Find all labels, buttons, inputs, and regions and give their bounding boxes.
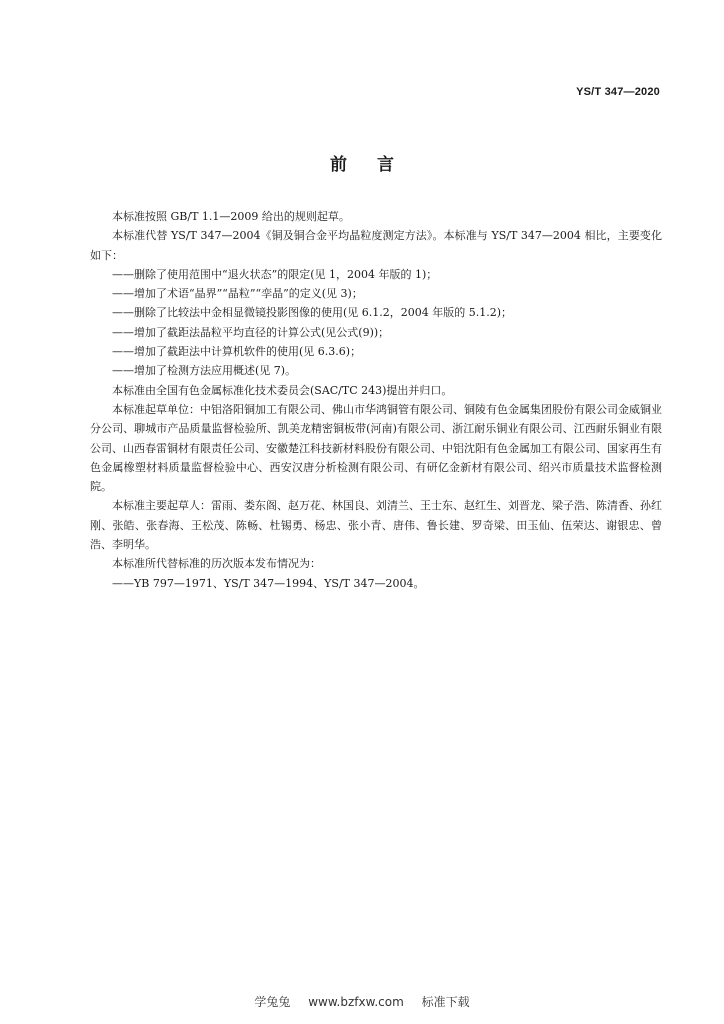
paragraph-drafting-units: 本标准起草单位：中铝洛阳铜加工有限公司、佛山市华鸿铜管有限公司、铜陵有色金属集团股份有限公司金威铜业分公司、聊城市产品质量监督检验所、凯美龙精密铜板带(河南)有限公司、浙江耐乐铜业有限公司、江西耐乐铜业有限公司、山西春雷铜材有限责任公司、安徽楚江科技新材料股份有限公司、中铝沈阳有色金属加工有限公司、国家再生有色金属橡塑材料质量监督检验中心、西安汉唐分析检测有限公司、有研亿金新材有限公司、绍兴市质量技术监督检测院。 <box>90 402 662 494</box>
page-title: 前言 <box>330 155 424 175</box>
change-item: ——增加了截距法晶粒平均直径的计算公式(见公式(9))； <box>112 325 390 339</box>
standard-code: YS/T 347—2020 <box>576 86 660 98</box>
change-item: ——增加了截距法中计算机软件的使用(见 6.3.6)； <box>112 345 362 359</box>
change-item: ——删除了使用范围中“退火状态”的限定(见 1，2004 年版的 1)； <box>112 267 438 281</box>
paragraph-drafters: 本标准主要起草人：雷雨、娄东阁、赵万花、林国良、刘清兰、王士东、赵红生、刘晋龙、梁子浩、陈清香、孙红刚、张皓、张春海、王松茂、陈畅、杜锡勇、杨忠、张小青、唐伟、鲁长建、罗奇梁、田玉仙、伍荣达、谢银忠、曾浩、李明华。 <box>90 499 662 552</box>
footer-url[interactable]: www.bzfxw.com <box>308 995 404 1009</box>
footer-site-name: 学兔兔 <box>254 995 291 1009</box>
paragraph-proposer: 本标准由全国有色金属标准化技术委员会(SAC/TC 243)提出并归口。 <box>112 383 453 397</box>
change-item: ——增加了术语“晶界”“晶粒”“孪晶”的定义(见 3)； <box>112 287 363 301</box>
paragraph-history-list: ——YB 797—1971、YS/T 347—1994、YS/T 347—2004。 <box>112 576 425 590</box>
paragraph-replacement: 本标准代替 YS/T 347—2004《铜及铜合金平均晶粒度测定方法》。本标准与 YS/T 347—2004 相比，主要变化如下： <box>90 229 662 262</box>
change-item: ——删除了比较法中金相显微镜投影图像的使用(见 6.1.2，2004 年版的 5.1.2)； <box>112 306 513 320</box>
paragraph-drafting-rules: 本标准按照 GB/T 1.1—2009 给出的规则起草。 <box>112 210 350 223</box>
paragraph-history-intro: 本标准所代替标准的历次版本发布情况为： <box>112 557 321 571</box>
footer-slogan: 标准下载 <box>421 995 470 1009</box>
change-item: ——增加了检测方法应用概述(见 7)。 <box>112 364 297 378</box>
foreword-body <box>90 207 662 593</box>
footer-watermark <box>0 993 724 1010</box>
